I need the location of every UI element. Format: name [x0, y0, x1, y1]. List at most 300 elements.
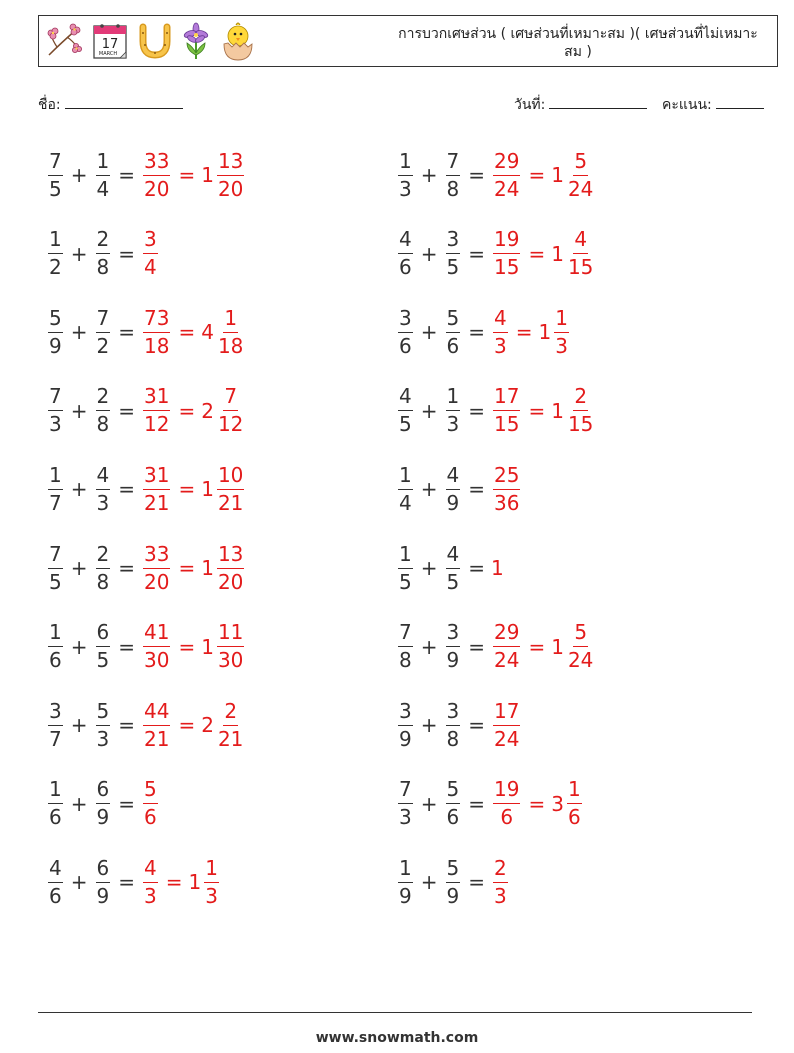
denominator: 18 — [144, 333, 170, 358]
equals-sign: = — [468, 241, 485, 266]
fraction — [446, 227, 461, 280]
numerator: 3 — [398, 699, 413, 726]
answer — [141, 699, 246, 752]
denominator: 24 — [567, 648, 594, 673]
fraction — [493, 620, 520, 673]
denominator: 15 — [494, 255, 520, 280]
plus-sign: + — [420, 870, 438, 895]
fraction — [446, 542, 461, 595]
equals-sign: = — [468, 320, 485, 345]
denominator: 5 — [399, 412, 412, 437]
numerator: 2 — [96, 227, 111, 254]
fraction — [398, 699, 413, 752]
numerator: 4 — [446, 463, 461, 490]
denominator: 8 — [96, 569, 110, 594]
answer — [491, 620, 596, 673]
denominator: 6 — [500, 805, 514, 830]
plus-sign: + — [70, 634, 88, 659]
denominator: 21 — [144, 726, 170, 751]
problem-item — [396, 615, 596, 679]
fraction — [96, 856, 111, 909]
fraction — [143, 463, 170, 516]
denominator: 7 — [49, 726, 62, 751]
numerator: 1 — [398, 149, 413, 176]
equals-sign: = — [468, 477, 485, 502]
fraction — [143, 384, 170, 437]
worksheet-title: การบวกเศษส่วน ( เศษส่วนที่เหมาะสม )( เศษส่วนที่ไม่เหมาะสม ) — [398, 26, 758, 60]
fraction — [48, 856, 63, 909]
problem-item — [46, 143, 246, 207]
equals-sign: = — [178, 163, 196, 187]
numerator: 17 — [493, 384, 520, 411]
calendar-month: MARCH — [98, 51, 118, 57]
problem-item — [46, 300, 246, 364]
plus-sign: + — [70, 870, 88, 895]
equals-sign: = — [528, 634, 546, 659]
denominator: 18 — [217, 333, 244, 358]
numerator: 13 — [217, 149, 244, 176]
fraction — [96, 542, 111, 595]
numerator: 7 — [446, 149, 461, 176]
answer-whole: 1 — [491, 556, 504, 580]
fraction — [48, 777, 63, 830]
fraction — [398, 856, 413, 909]
denominator: 24 — [494, 176, 520, 201]
answer — [141, 777, 160, 830]
problem-item — [396, 379, 596, 443]
fraction — [143, 542, 170, 595]
numerator: 1 — [48, 620, 63, 647]
fraction — [493, 227, 520, 280]
fraction — [493, 306, 508, 359]
equals-sign: = — [468, 398, 485, 423]
denominator: 30 — [217, 648, 244, 673]
fraction — [398, 149, 413, 202]
denominator: 3 — [555, 333, 568, 358]
numerator: 7 — [223, 384, 238, 411]
fraction — [398, 542, 413, 595]
numerator: 3 — [48, 699, 63, 726]
denominator: 20 — [217, 569, 244, 594]
fraction — [493, 699, 520, 752]
denominator: 15 — [567, 255, 594, 280]
equals-sign: = — [528, 163, 546, 187]
fraction — [446, 699, 461, 752]
fraction — [446, 384, 461, 437]
numerator: 13 — [217, 542, 244, 569]
problem-item — [396, 850, 510, 914]
plus-sign: + — [420, 477, 438, 502]
denominator: 9 — [446, 490, 460, 515]
mixed-fraction — [204, 856, 219, 909]
fraction — [493, 149, 520, 202]
problem-item — [46, 693, 246, 757]
footer-url: www.snowmath.com — [315, 1030, 479, 1046]
denominator: 7 — [49, 490, 62, 515]
date-field — [514, 94, 647, 116]
denominator: 21 — [217, 490, 244, 515]
numerator: 2 — [96, 384, 111, 411]
numerator: 1 — [204, 856, 219, 883]
footer-divider — [38, 1012, 752, 1013]
answer — [491, 306, 571, 359]
numerator: 41 — [143, 620, 170, 647]
name-label: ชื่อ: — [38, 97, 61, 113]
mixed-fraction — [567, 227, 594, 280]
denominator: 24 — [494, 726, 520, 751]
worksheet-header — [38, 15, 778, 67]
answer — [491, 556, 504, 580]
fraction — [143, 699, 170, 752]
denominator: 3 — [399, 176, 412, 201]
score-blank[interactable] — [716, 94, 764, 109]
fraction — [96, 620, 111, 673]
denominator: 8 — [96, 255, 110, 280]
numerator: 4 — [493, 306, 508, 333]
plus-sign: + — [70, 713, 88, 738]
denominator: 5 — [96, 648, 110, 673]
fraction — [96, 463, 111, 516]
denominator: 8 — [399, 648, 412, 673]
fraction — [96, 227, 111, 280]
denominator: 6 — [399, 333, 412, 358]
answer — [491, 149, 596, 202]
fraction — [446, 149, 461, 202]
denominator: 3 — [96, 726, 110, 751]
problem-item — [396, 300, 571, 364]
fraction — [398, 463, 413, 516]
numerator: 7 — [48, 149, 63, 176]
name-blank[interactable] — [65, 94, 183, 109]
numerator: 7 — [398, 777, 413, 804]
answer — [491, 384, 596, 437]
fraction — [96, 306, 111, 359]
denominator: 20 — [217, 176, 244, 201]
equals-sign: = — [118, 398, 135, 423]
plus-sign: + — [420, 791, 438, 816]
numerator: 11 — [217, 620, 244, 647]
equals-sign: = — [468, 163, 485, 187]
denominator: 9 — [49, 333, 62, 358]
numerator: 1 — [48, 463, 63, 490]
numerator: 2 — [223, 699, 238, 726]
numerator: 4 — [573, 227, 588, 254]
numerator: 4 — [96, 463, 111, 490]
equals-sign: = — [165, 870, 183, 895]
fraction — [48, 384, 63, 437]
numerator: 3 — [143, 227, 158, 254]
equals-sign: = — [178, 320, 196, 345]
denominator: 30 — [144, 648, 170, 673]
denominator: 24 — [567, 176, 594, 201]
numerator: 7 — [96, 306, 111, 333]
problem-item — [396, 536, 504, 600]
answer — [141, 149, 246, 202]
denominator: 5 — [49, 176, 62, 201]
fraction — [143, 227, 158, 280]
equals-sign: = — [118, 870, 135, 895]
fraction — [96, 149, 111, 202]
problem-item — [396, 772, 584, 836]
mixed-fraction — [217, 463, 244, 516]
denominator: 5 — [49, 569, 62, 594]
numerator: 7 — [398, 620, 413, 647]
problem-item — [46, 615, 246, 679]
denominator: 9 — [399, 726, 412, 751]
fraction — [48, 463, 63, 516]
fraction — [143, 306, 170, 359]
fraction — [48, 149, 63, 202]
denominator: 24 — [494, 648, 520, 673]
denominator: 3 — [96, 490, 110, 515]
denominator: 8 — [446, 726, 460, 751]
numerator: 2 — [573, 384, 588, 411]
denominator: 6 — [49, 648, 62, 673]
equals-sign: = — [528, 398, 546, 423]
fraction — [446, 620, 461, 673]
fraction — [48, 699, 63, 752]
numerator: 2 — [493, 856, 508, 883]
fraction — [96, 699, 111, 752]
numerator: 1 — [96, 149, 111, 176]
numerator: 4 — [143, 856, 158, 883]
equals-sign: = — [178, 713, 196, 738]
denominator: 5 — [446, 569, 460, 594]
denominator: 12 — [217, 412, 244, 437]
equals-sign: = — [118, 791, 135, 816]
denominator: 3 — [205, 883, 218, 908]
fraction — [48, 542, 63, 595]
numerator: 6 — [96, 856, 111, 883]
fraction — [493, 777, 520, 830]
problem-item — [46, 457, 246, 521]
answer — [491, 777, 584, 830]
numerator: 33 — [143, 542, 170, 569]
denominator: 6 — [567, 805, 581, 830]
fraction — [446, 463, 461, 516]
equals-sign: = — [118, 241, 135, 266]
equals-sign: = — [178, 556, 196, 580]
equals-sign: = — [528, 791, 546, 816]
fraction — [398, 306, 413, 359]
mixed-fraction — [554, 306, 569, 359]
numerator: 44 — [143, 699, 170, 726]
calendar-icon — [91, 21, 129, 61]
date-blank[interactable] — [549, 94, 647, 109]
numerator: 1 — [446, 384, 461, 411]
mixed-whole: 1 — [538, 320, 552, 345]
equals-sign: = — [118, 556, 135, 580]
mixed-fraction — [217, 149, 244, 202]
answer — [491, 856, 510, 909]
numerator: 5 — [48, 306, 63, 333]
numerator: 5 — [446, 777, 461, 804]
denominator: 21 — [217, 726, 244, 751]
problem-item — [46, 850, 221, 914]
numerator: 3 — [398, 306, 413, 333]
equals-sign: = — [468, 556, 485, 580]
answer — [491, 699, 522, 752]
mixed-fraction — [567, 620, 594, 673]
denominator: 9 — [446, 883, 460, 908]
denominator: 5 — [399, 569, 412, 594]
denominator: 20 — [144, 569, 170, 594]
numerator: 1 — [398, 463, 413, 490]
answer — [141, 856, 221, 909]
denominator: 3 — [494, 333, 507, 358]
mixed-whole: 1 — [551, 163, 564, 187]
fraction — [398, 620, 413, 673]
equals-sign: = — [178, 477, 196, 502]
denominator: 12 — [144, 412, 170, 437]
fraction — [143, 856, 158, 909]
equals-sign: = — [468, 634, 485, 659]
plus-sign: + — [420, 163, 438, 187]
fraction — [398, 227, 413, 280]
denominator: 4 — [399, 490, 412, 515]
numerator: 6 — [96, 777, 111, 804]
numerator: 7 — [48, 542, 63, 569]
equals-sign: = — [515, 320, 533, 345]
problem-item — [46, 536, 246, 600]
numerator: 1 — [567, 777, 582, 804]
mixed-fraction — [567, 777, 582, 830]
mixed-whole: 1 — [201, 634, 214, 659]
mixed-fraction — [217, 384, 244, 437]
flowers-icon — [43, 21, 83, 61]
equals-sign: = — [528, 241, 546, 266]
denominator: 6 — [446, 333, 460, 358]
fraction — [398, 777, 413, 830]
equals-sign: = — [468, 713, 485, 738]
mixed-fraction — [217, 699, 244, 752]
answer — [141, 542, 246, 595]
mixed-fraction — [567, 149, 594, 202]
numerator: 3 — [446, 227, 461, 254]
mixed-fraction — [217, 306, 244, 359]
denominator: 6 — [49, 883, 62, 908]
numerator: 4 — [48, 856, 63, 883]
answer — [141, 227, 160, 280]
plus-sign: + — [420, 398, 438, 423]
problem-item — [396, 143, 596, 207]
numerator: 4 — [398, 384, 413, 411]
date-label: วันที่: — [514, 97, 546, 113]
mixed-whole: 1 — [551, 398, 564, 423]
numerator: 1 — [48, 227, 63, 254]
plus-sign: + — [70, 163, 88, 187]
numerator: 29 — [493, 620, 520, 647]
equals-sign: = — [118, 163, 135, 187]
fraction — [143, 149, 170, 202]
numerator: 1 — [48, 777, 63, 804]
equals-sign: = — [118, 320, 135, 345]
equals-sign: = — [178, 634, 196, 659]
numerator: 6 — [96, 620, 111, 647]
mixed-whole: 1 — [551, 634, 564, 659]
fraction — [143, 777, 158, 830]
denominator: 6 — [49, 805, 62, 830]
fraction — [96, 777, 111, 830]
numerator: 31 — [143, 384, 170, 411]
problem-item — [46, 222, 160, 286]
numerator: 1 — [398, 856, 413, 883]
answer — [141, 306, 246, 359]
plus-sign: + — [70, 556, 88, 580]
denominator: 8 — [446, 176, 460, 201]
problem-item — [396, 693, 522, 757]
header-icons — [43, 19, 257, 63]
mixed-fraction — [217, 542, 244, 595]
name-field — [38, 94, 183, 116]
answer — [141, 384, 246, 437]
score-field — [662, 94, 764, 116]
numerator: 29 — [493, 149, 520, 176]
equals-sign: = — [118, 634, 135, 659]
answer — [491, 227, 596, 280]
problem-item — [396, 457, 522, 521]
horseshoe-icon — [137, 21, 173, 61]
numerator: 4 — [398, 227, 413, 254]
denominator: 36 — [494, 490, 520, 515]
denominator: 9 — [96, 883, 110, 908]
denominator: 4 — [144, 255, 157, 280]
mixed-whole: 4 — [201, 320, 214, 345]
fraction — [493, 856, 508, 909]
mixed-whole: 1 — [188, 870, 202, 895]
numerator: 5 — [573, 149, 588, 176]
fraction — [446, 777, 461, 830]
numerator: 31 — [143, 463, 170, 490]
fraction — [96, 384, 111, 437]
numerator: 33 — [143, 149, 170, 176]
denominator: 3 — [494, 883, 507, 908]
equals-sign: = — [118, 477, 135, 502]
numerator: 3 — [446, 620, 461, 647]
denominator: 6 — [446, 805, 460, 830]
plus-sign: + — [420, 556, 438, 580]
equals-sign: = — [468, 870, 485, 895]
numerator: 5 — [446, 306, 461, 333]
fraction — [446, 856, 461, 909]
numerator: 10 — [217, 463, 244, 490]
fraction — [398, 384, 413, 437]
numerator: 17 — [493, 699, 520, 726]
plus-sign: + — [420, 634, 438, 659]
problem-item — [396, 222, 596, 286]
denominator: 15 — [567, 412, 594, 437]
mixed-whole: 3 — [551, 791, 564, 816]
numerator: 19 — [493, 227, 520, 254]
numerator: 1 — [554, 306, 569, 333]
plus-sign: + — [70, 320, 88, 345]
denominator: 20 — [144, 176, 170, 201]
denominator: 15 — [494, 412, 520, 437]
mixed-whole: 2 — [201, 713, 214, 738]
plus-sign: + — [420, 320, 438, 345]
numerator: 25 — [493, 463, 520, 490]
denominator: 9 — [399, 883, 412, 908]
denominator: 5 — [446, 255, 460, 280]
mixed-whole: 1 — [551, 241, 564, 266]
mixed-fraction — [567, 384, 594, 437]
calendar-day: 17 — [101, 37, 119, 52]
numerator: 2 — [96, 542, 111, 569]
numerator: 5 — [446, 856, 461, 883]
chick-icon — [219, 20, 257, 62]
plus-sign: + — [420, 241, 438, 266]
fraction — [143, 620, 170, 673]
